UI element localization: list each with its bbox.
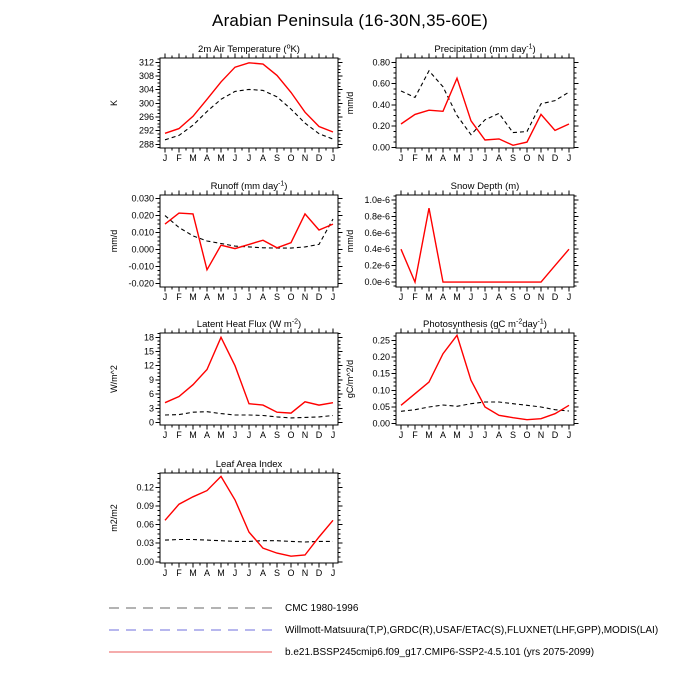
xtick-label: M — [189, 430, 197, 440]
plot-frame — [396, 58, 574, 148]
ytick-label: 1.0e-6 — [364, 194, 390, 205]
xtick-label: J — [330, 430, 336, 440]
subplot-title: Precipitation (mm day$^{-1}$) — [434, 43, 536, 55]
ytick-label: 304 — [138, 84, 154, 95]
xtick-label: M — [453, 153, 461, 163]
xtick-label: M — [189, 153, 197, 163]
xtick-label: O — [287, 568, 295, 578]
xtick-label: F — [412, 292, 418, 302]
xtick-label: A — [439, 430, 447, 440]
xtick-label: S — [509, 153, 517, 163]
xtick-label: O — [523, 153, 531, 163]
xtick-label: J — [232, 153, 238, 163]
xtick-label: O — [287, 292, 295, 302]
runoff-model-line — [165, 213, 333, 270]
xtick-label: F — [176, 292, 182, 302]
ytick-label: 0.03 — [136, 538, 154, 549]
xtick-label: M — [217, 292, 225, 302]
ytick-label: 0.6e-6 — [364, 227, 390, 238]
xtick-label: M — [217, 568, 225, 578]
ytick-label: 0.20 — [372, 352, 390, 362]
xtick-label: S — [273, 430, 281, 440]
subplot-photosynthesis — [336, 317, 586, 453]
y-axis-label: m2/m2 — [109, 504, 119, 532]
snow-depth-model-line — [401, 208, 569, 282]
leaf-area-index-observations-line — [165, 540, 333, 543]
subplot-precipitation — [336, 42, 586, 176]
xtick-label: D — [315, 430, 323, 440]
ytick-label: 12 — [143, 360, 154, 371]
xtick-label: N — [301, 292, 309, 302]
xtick-label: S — [273, 568, 281, 578]
xtick-label: A — [203, 430, 211, 440]
plot-frame — [160, 58, 338, 148]
ytick-label: 0.06 — [136, 519, 154, 530]
xtick-label: S — [509, 430, 517, 440]
ytick-label: 0.80 — [372, 57, 390, 68]
xtick-label: A — [495, 292, 503, 302]
xtick-label: M — [217, 153, 225, 163]
legend-item-2 — [108, 623, 658, 637]
xtick-label: J — [232, 430, 238, 440]
y-axis-label: gC/m^2/d — [345, 359, 355, 399]
xtick-label: J — [468, 292, 474, 302]
ytick-label: 300 — [138, 98, 154, 109]
xtick-label: J — [162, 153, 168, 163]
xtick-label: M — [453, 292, 461, 302]
ytick-label: 308 — [138, 71, 154, 82]
ytick-label: 0.8e-6 — [364, 211, 390, 222]
xtick-label: A — [439, 292, 447, 302]
xtick-label: J — [330, 568, 336, 578]
ytick-label: 296 — [138, 111, 154, 122]
ytick-label: 292 — [138, 125, 154, 136]
y-axis-label: mm/d — [109, 229, 119, 253]
xtick-label: J — [566, 292, 572, 302]
xtick-label: A — [203, 292, 211, 302]
ytick-label: 0.000 — [131, 244, 154, 255]
xtick-label: D — [315, 292, 323, 302]
subplot-title: Snow Depth (m) — [450, 181, 520, 192]
xtick-label: D — [551, 430, 559, 440]
ytick-label: 18 — [143, 332, 154, 343]
plot-frame — [160, 195, 338, 287]
legend-label: b.e21.BSSP245cmip6.f09_g17.CMIP6-SSP2-4.5.101 (yrs 2075-2099) — [285, 646, 595, 658]
y-axis-label: mm/d — [345, 229, 355, 253]
y-axis-label: mm/d — [345, 91, 355, 115]
ytick-label: 0.12 — [136, 482, 154, 493]
ytick-label: 6 — [148, 389, 154, 400]
ytick-label: 0.15 — [372, 368, 390, 379]
xtick-label: N — [537, 292, 545, 302]
xtick-label: O — [287, 430, 295, 440]
xtick-label: F — [412, 153, 418, 163]
ytick-label: 0.010 — [131, 227, 154, 238]
xtick-label: N — [537, 430, 545, 440]
latent-heat-flux-observations-line — [165, 412, 333, 418]
xtick-label: A — [259, 153, 267, 163]
precipitation-model-line — [401, 78, 569, 145]
ytick-label: 0.60 — [372, 78, 390, 89]
xtick-label: A — [203, 153, 211, 163]
xtick-label: A — [259, 430, 267, 440]
xtick-label: D — [551, 153, 559, 163]
xtick-label: O — [523, 430, 531, 440]
xtick-label: N — [301, 153, 309, 163]
ytick-label: 9 — [148, 374, 154, 385]
xtick-label: O — [287, 153, 295, 163]
latent-heat-flux-model-line — [165, 337, 333, 413]
xtick-label: J — [398, 292, 404, 302]
legend-label: Willmott-Matsuura(T,P),GRDC(R),USAF/ETAC(S),FLUXNET(LHF,GPP),MODIS(LAI) — [285, 624, 659, 636]
subplot-snow-depth — [336, 179, 586, 315]
plot-frame — [160, 473, 338, 563]
xtick-label: M — [217, 430, 225, 440]
xtick-label: M — [453, 430, 461, 440]
ytick-label: -0.020 — [128, 278, 154, 289]
ytick-label: 0.20 — [372, 121, 390, 132]
subplot-title: Photosynthesis (gC $m^{-2}day^{-1}$) — [423, 318, 547, 330]
xtick-label: S — [273, 153, 281, 163]
xtick-label: J — [566, 153, 572, 163]
ytick-label: 0.4e-6 — [364, 244, 390, 255]
ytick-label: 0.030 — [131, 193, 154, 204]
ytick-label: 15 — [143, 346, 154, 357]
subplot-air-temperature — [100, 42, 350, 176]
air-temperature-model-line — [165, 63, 333, 134]
ytick-label: 0.05 — [372, 402, 390, 412]
leaf-area-index-model-line — [165, 476, 333, 556]
xtick-label: A — [495, 430, 503, 440]
xtick-label: J — [398, 153, 404, 163]
xtick-label: J — [398, 430, 404, 440]
ytick-label: 0 — [148, 417, 154, 428]
ytick-label: 0.25 — [372, 335, 390, 346]
xtick-label: F — [412, 430, 418, 440]
xtick-label: J — [162, 430, 168, 440]
xtick-label: J — [330, 153, 336, 163]
subplot-latent-heat-flux — [100, 317, 350, 453]
xtick-label: A — [259, 292, 267, 302]
precipitation-observations-line — [401, 71, 569, 135]
figure-title: Arabian Peninsula (16-30N,35-60E) — [212, 11, 488, 30]
xtick-label: M — [425, 153, 433, 163]
ytick-label: 0.00 — [372, 142, 390, 153]
xtick-label: J — [246, 568, 252, 578]
ytick-label: 288 — [138, 139, 154, 150]
xtick-label: M — [189, 568, 197, 578]
xtick-label: N — [301, 568, 309, 578]
xtick-label: J — [246, 153, 252, 163]
legend-dashed-line — [108, 603, 273, 613]
subplot-runoff — [100, 179, 350, 315]
plot-frame — [396, 333, 574, 425]
xtick-label: O — [523, 292, 531, 302]
xtick-label: J — [162, 292, 168, 302]
legend-item-1 — [108, 601, 358, 615]
xtick-label: J — [482, 153, 488, 163]
xtick-label: M — [425, 292, 433, 302]
xtick-label: D — [315, 568, 323, 578]
xtick-label: F — [176, 153, 182, 163]
ytick-label: 312 — [138, 57, 154, 68]
ytick-label: -0.010 — [128, 261, 154, 272]
runoff-observations-line — [165, 216, 333, 249]
ytick-label: 0.00 — [372, 418, 390, 429]
ytick-label: 3 — [148, 403, 154, 414]
xtick-label: J — [162, 568, 168, 578]
xtick-label: J — [330, 292, 336, 302]
ytick-label: 0.10 — [372, 385, 390, 396]
plot-frame — [160, 333, 338, 425]
xtick-label: J — [246, 292, 252, 302]
xtick-label: J — [232, 292, 238, 302]
xtick-label: A — [495, 153, 503, 163]
legend-solid-line — [108, 647, 273, 657]
ytick-label: 0.00 — [136, 556, 154, 567]
xtick-label: M — [425, 430, 433, 440]
xtick-label: A — [203, 568, 211, 578]
legend-item-3 — [108, 645, 594, 659]
subplot-title: Runoff (mm day$^{-1}$) — [210, 180, 288, 192]
ytick-label: 0.40 — [372, 99, 390, 110]
subplot-leaf-area-index — [100, 457, 350, 591]
ytick-label: 0.2e-6 — [364, 260, 390, 271]
xtick-label: N — [301, 430, 309, 440]
ytick-label: 0.020 — [131, 210, 154, 221]
subplot-title: Latent Heat Flux (W $m^{-2}$) — [196, 318, 302, 330]
legend-label: CMC 1980-1996 — [285, 602, 359, 614]
xtick-label: J — [566, 430, 572, 440]
y-axis-label: K — [109, 99, 119, 107]
xtick-label: J — [468, 430, 474, 440]
xtick-label: J — [482, 430, 488, 440]
xtick-label: A — [259, 568, 267, 578]
xtick-label: A — [439, 153, 447, 163]
subplot-title: 2m Air Temperature ($^o$K) — [198, 43, 300, 55]
y-axis-label: W/m^2 — [109, 365, 119, 393]
xtick-label: D — [315, 153, 323, 163]
xtick-label: J — [232, 568, 238, 578]
xtick-label: J — [468, 153, 474, 163]
ytick-label: 0.09 — [136, 501, 154, 512]
legend-dashed-line — [108, 625, 273, 635]
xtick-label: D — [551, 292, 559, 302]
subplot-title: Leaf Area Index — [215, 459, 283, 470]
xtick-label: M — [189, 292, 197, 302]
xtick-label: S — [509, 292, 517, 302]
ytick-label: 0.0e-6 — [364, 277, 390, 288]
xtick-label: J — [482, 292, 488, 302]
xtick-label: F — [176, 430, 182, 440]
xtick-label: S — [273, 292, 281, 302]
xtick-label: F — [176, 568, 182, 578]
xtick-label: N — [537, 153, 545, 163]
xtick-label: J — [246, 430, 252, 440]
